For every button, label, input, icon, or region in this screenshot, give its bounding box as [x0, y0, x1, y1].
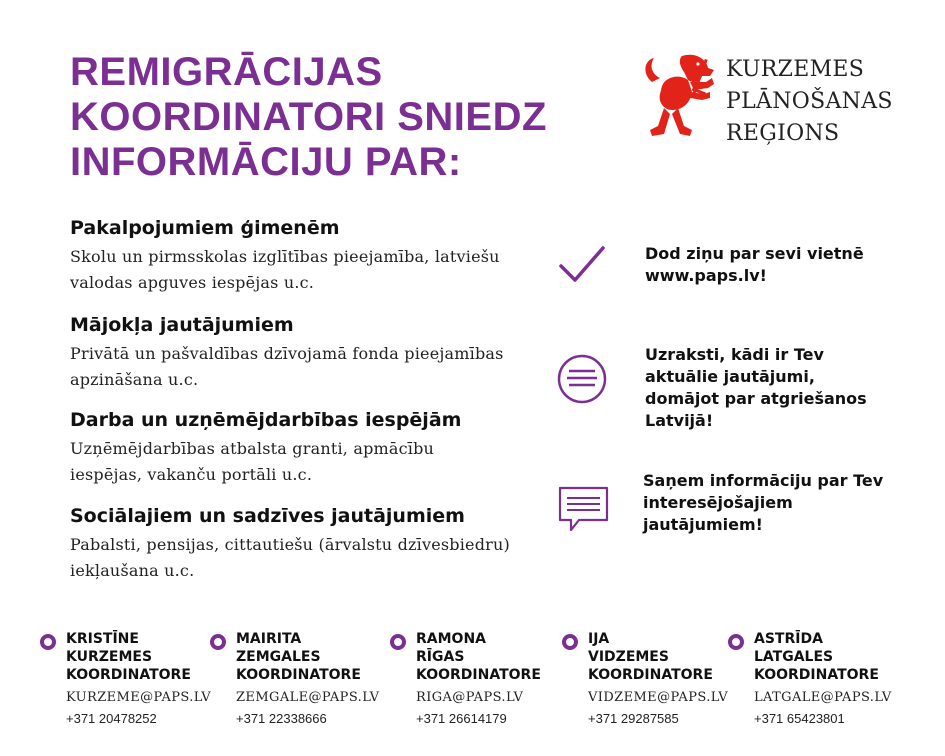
contact-email[interactable]: RIGA@PAPS.LV [416, 690, 524, 705]
contact-email[interactable]: LATGALE@PAPS.LV [754, 690, 892, 705]
coordinator-name: RAMONA [416, 631, 486, 647]
contact-phone[interactable]: +371 20478252 [66, 711, 157, 726]
coordinator-role: KOORDINATORE [416, 667, 541, 683]
chat-bubble-icon [557, 484, 611, 538]
coordinator-name: IJA [588, 631, 610, 647]
kpr-logo [640, 52, 893, 147]
coordinator-region: LATGALES [754, 649, 834, 665]
contact-phone[interactable]: +371 29287585 [588, 711, 679, 726]
action-text: Dod ziņu par sevi vietnē www.paps.lv! [645, 244, 864, 285]
contact-name [754, 630, 879, 684]
logo-text [726, 54, 893, 150]
topic-family-services [70, 216, 510, 296]
red-lion-emblem-icon [640, 52, 718, 144]
coordinator-region: RĪGAS [416, 649, 465, 665]
contact-phone[interactable]: +371 65423801 [754, 711, 845, 726]
bullet-circle-icon [728, 634, 744, 650]
coordinator-role: KOORDINATORE [66, 667, 191, 683]
coordinator-role: KOORDINATORE [588, 667, 713, 683]
coordinator-name: MAIRITA [236, 631, 302, 647]
contact-phone[interactable]: +371 26614179 [416, 711, 507, 726]
contact-name [236, 630, 361, 684]
coordinator-name: KRISTĪNE [66, 631, 139, 647]
bullet-circle-icon [210, 634, 226, 650]
topic-text: Uzņēmējdarbības atbalsta granti, apmācību iespējas, vakanču portāli u.c. [70, 439, 435, 484]
contact-name [416, 630, 541, 684]
title-line-1: REMIGRĀCIJAS [70, 50, 383, 94]
page-title [70, 50, 547, 185]
contact-name [66, 630, 191, 684]
topic-heading: Mājokļa jautājumiem [70, 314, 294, 336]
action-text: Saņem informāciju par Tev interesējošajiem jautājumiem! [643, 471, 884, 534]
coordinator-role: KOORDINATORE [754, 667, 879, 683]
coordinator-region: ZEMGALES [236, 649, 321, 665]
action-text: Uzraksti, kādi ir Tev aktuālie jautājumi, domājot par atgriešanos Latvijā! [645, 345, 867, 430]
topic-work-business [70, 408, 510, 488]
topic-heading: Pakalpojumiem ģimenēm [70, 217, 340, 239]
coordinator-region: KURZEMES [66, 649, 153, 665]
contact-name [588, 630, 713, 684]
topic-heading: Darba un uzņēmējdarbības iespējām [70, 409, 462, 431]
bullet-circle-icon [390, 634, 406, 650]
coordinator-contacts [40, 628, 920, 738]
contact-email[interactable]: ZEMGALE@PAPS.LV [236, 690, 380, 705]
topic-heading: Sociālajiem un sadzīves jautājumiem [70, 505, 465, 527]
coordinator-region: VIDZEMES [588, 649, 669, 665]
bullet-circle-icon [40, 634, 56, 650]
contact-email[interactable]: VIDZEME@PAPS.LV [588, 690, 729, 705]
checkmark-icon [555, 242, 609, 290]
title-line-3: INFORMĀCIJU PAR: [70, 140, 462, 184]
coordinator-role: KOORDINATORE [236, 667, 361, 683]
logo-line-1: KURZEMES [726, 57, 865, 82]
logo-line-3: REĢIONS [726, 121, 840, 146]
logo-line-2: PLĀNOŠANAS [726, 89, 893, 114]
contact-phone[interactable]: +371 22338666 [236, 711, 327, 726]
topic-text: Privātā un pašvaldības dzīvojamā fonda pieejamības apzināšana u.c. [70, 344, 504, 389]
topic-social [70, 504, 510, 584]
topic-text: Skolu un pirmsskolas izglītības pieejamība, latviešu valodas apguves iespējas u.c. [70, 247, 500, 292]
topic-housing [70, 313, 510, 393]
coordinator-name: ASTRĪDA [754, 631, 823, 647]
contact-email[interactable]: KURZEME@PAPS.LV [66, 690, 212, 705]
list-circle-icon [555, 352, 609, 406]
bullet-circle-icon [562, 634, 578, 650]
title-line-2: KOORDINATORI SNIEDZ [70, 95, 547, 139]
topic-text: Pabalsti, pensijas, cittautiešu (ārvalstu dzīvesbiedru) iekļaušana u.c. [70, 535, 510, 580]
